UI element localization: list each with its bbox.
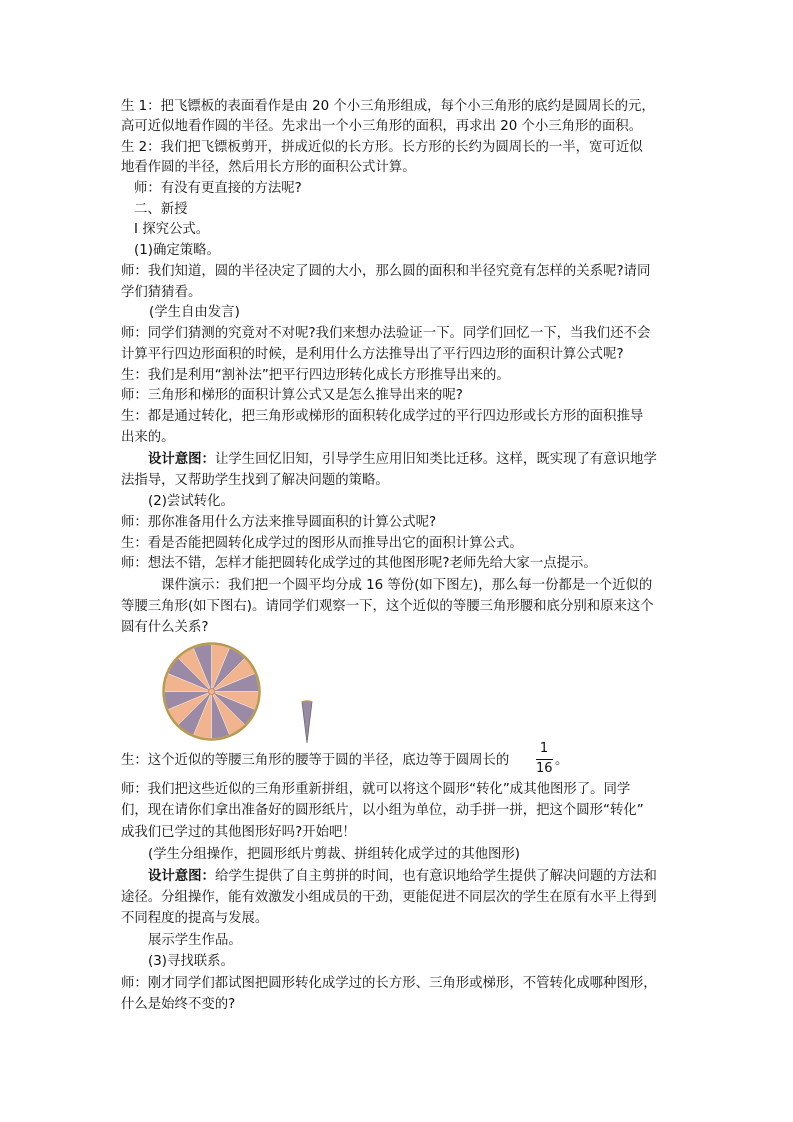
section-heading: 二、新授	[134, 202, 188, 217]
text-line: 师：同学们猜测的究竟对不对呢?我们来想办法验证一下。同学们回忆一下，当我们还不会	[121, 326, 651, 341]
text-line: 们，现在请你们拿出准备好的圆形纸片，以小组为单位，动手拼一拼，把这个圆形“转化”	[121, 803, 644, 818]
text-line: 生：我们是利用“割补法”把平行四边形转化成长方形推导出来的。	[121, 368, 510, 383]
step-heading: (2)尝试转化。	[148, 494, 234, 509]
text-line: 生 1：把飞镖板的表面看作是由 20 个小三角形组成，每个小三角形的底约是圆周长的元，	[121, 99, 655, 114]
text-line: 师：三角形和梯形的面积计算公式又是怎么推导出来的呢?	[121, 388, 463, 403]
text-line: 等腰三角形(如下图右)。请同学们观察一下，这个近似的等腰三角形腰和底分别和原来这个	[121, 599, 654, 614]
text-line: 圆有什么关系?	[121, 620, 209, 635]
fraction-bar	[536, 759, 553, 760]
divided-circle-figure	[160, 640, 263, 743]
design-intent-line	[148, 867, 657, 887]
text-line: 师：那你准备用什么方法来推导圆面积的计算公式呢?	[121, 515, 437, 530]
text-line: 高可近似地看作圆的半径。先求出一个小三角形的面积，再求出 20 个小三角形的面积。	[121, 119, 643, 134]
design-intent-label: 设计意图：	[148, 869, 215, 884]
text-line: 生：这个近似的等腰三角形的腰等于圆的半径，底边等于圆周长的	[121, 753, 510, 768]
text-line: 计算平行四边形面积的时候，是利用什么方法推导出了平行四边形的面积计算公式呢?	[121, 347, 624, 362]
text-line: 出来的。	[121, 430, 175, 445]
fraction-denominator: 16	[536, 761, 553, 776]
text-line: 地看作圆的半径，然后用长方形的面积公式计算。	[121, 160, 416, 175]
text-line: 师：刚才同学们都试图把圆形转化成学过的长方形、三角形或梯形，不管转化成哪种图形，	[121, 976, 657, 991]
text-line: 什么是始终不变的?	[121, 997, 236, 1012]
design-intent-label: 设计意图：	[148, 452, 215, 467]
design-intent-text: 让学生回忆旧知，引导学生应用旧知类比迁移。这样，既实现了有意识地学	[214, 452, 657, 467]
text-line: 法指导，又帮助学生找到了解决问题的策略。	[121, 473, 389, 488]
text-period: 。	[555, 753, 569, 768]
text-line: 课件演示：我们把一个圆平均分成 16 等份(如下图左)，那么每一份都是一个近似的	[161, 578, 653, 593]
design-intent-text: 给学生提供了自主剪拼的时间，也有意识地给学生提供了解决问题的方法和	[214, 869, 657, 884]
circle-center	[209, 689, 215, 695]
text-line: 展示学生作品。	[148, 933, 242, 948]
text-line: 成我们已学过的其他图形好吗?开始吧！	[121, 825, 356, 840]
text-line: 生：看是否能把圆转化成学过的图形从而推导出它的面积计算公式。	[121, 536, 523, 551]
design-intent-line	[148, 450, 657, 470]
text-line: 师：我们知道，圆的半径决定了圆的大小，那么圆的面积和半径究竟有怎样的关系呢?请同	[121, 264, 651, 279]
step-heading: (1)确定策略。	[134, 243, 220, 258]
step-heading: (3)寻找联系。	[148, 954, 234, 969]
text-line: (学生分组操作，把圆形纸片剪裁、拼组转化成学过的其他图形)	[148, 847, 520, 862]
text-line: 途径。分组操作，能有效激发小组成员的干劲，更能促进不同层次的学生在原有水平上得到	[121, 890, 657, 905]
triangle-shape	[302, 701, 312, 743]
text-line: 不同程度的提高与发展。	[121, 911, 269, 926]
subsection-heading: I 探究公式。	[134, 222, 210, 237]
text-line: 生：都是通过转化，把三角形或梯形的面积转化成学过的平行四边形或长方形的面积推导	[121, 409, 644, 424]
text-line: 师：我们把这些近似的三角形重新拼组，就可以将这个圆形“转化”成其他图形了。同学	[121, 782, 631, 797]
text-line: 生 2：我们把飞镖板剪开，拼成近似的长方形。长方形的长约为圆周长的一半，宽可近似	[121, 140, 643, 155]
text-line: 师：想法不错，怎样才能把圆转化成学过的其他图形呢?老师先给大家一点提示。	[121, 556, 597, 571]
text-line: 师：有没有更直接的方法呢?	[134, 181, 302, 196]
text-line: 学们猜猜看。	[121, 285, 202, 300]
isosceles-triangle-figure	[300, 700, 314, 744]
text-line: (学生自由发言)	[149, 305, 240, 320]
fraction-numerator: 1	[539, 741, 549, 756]
